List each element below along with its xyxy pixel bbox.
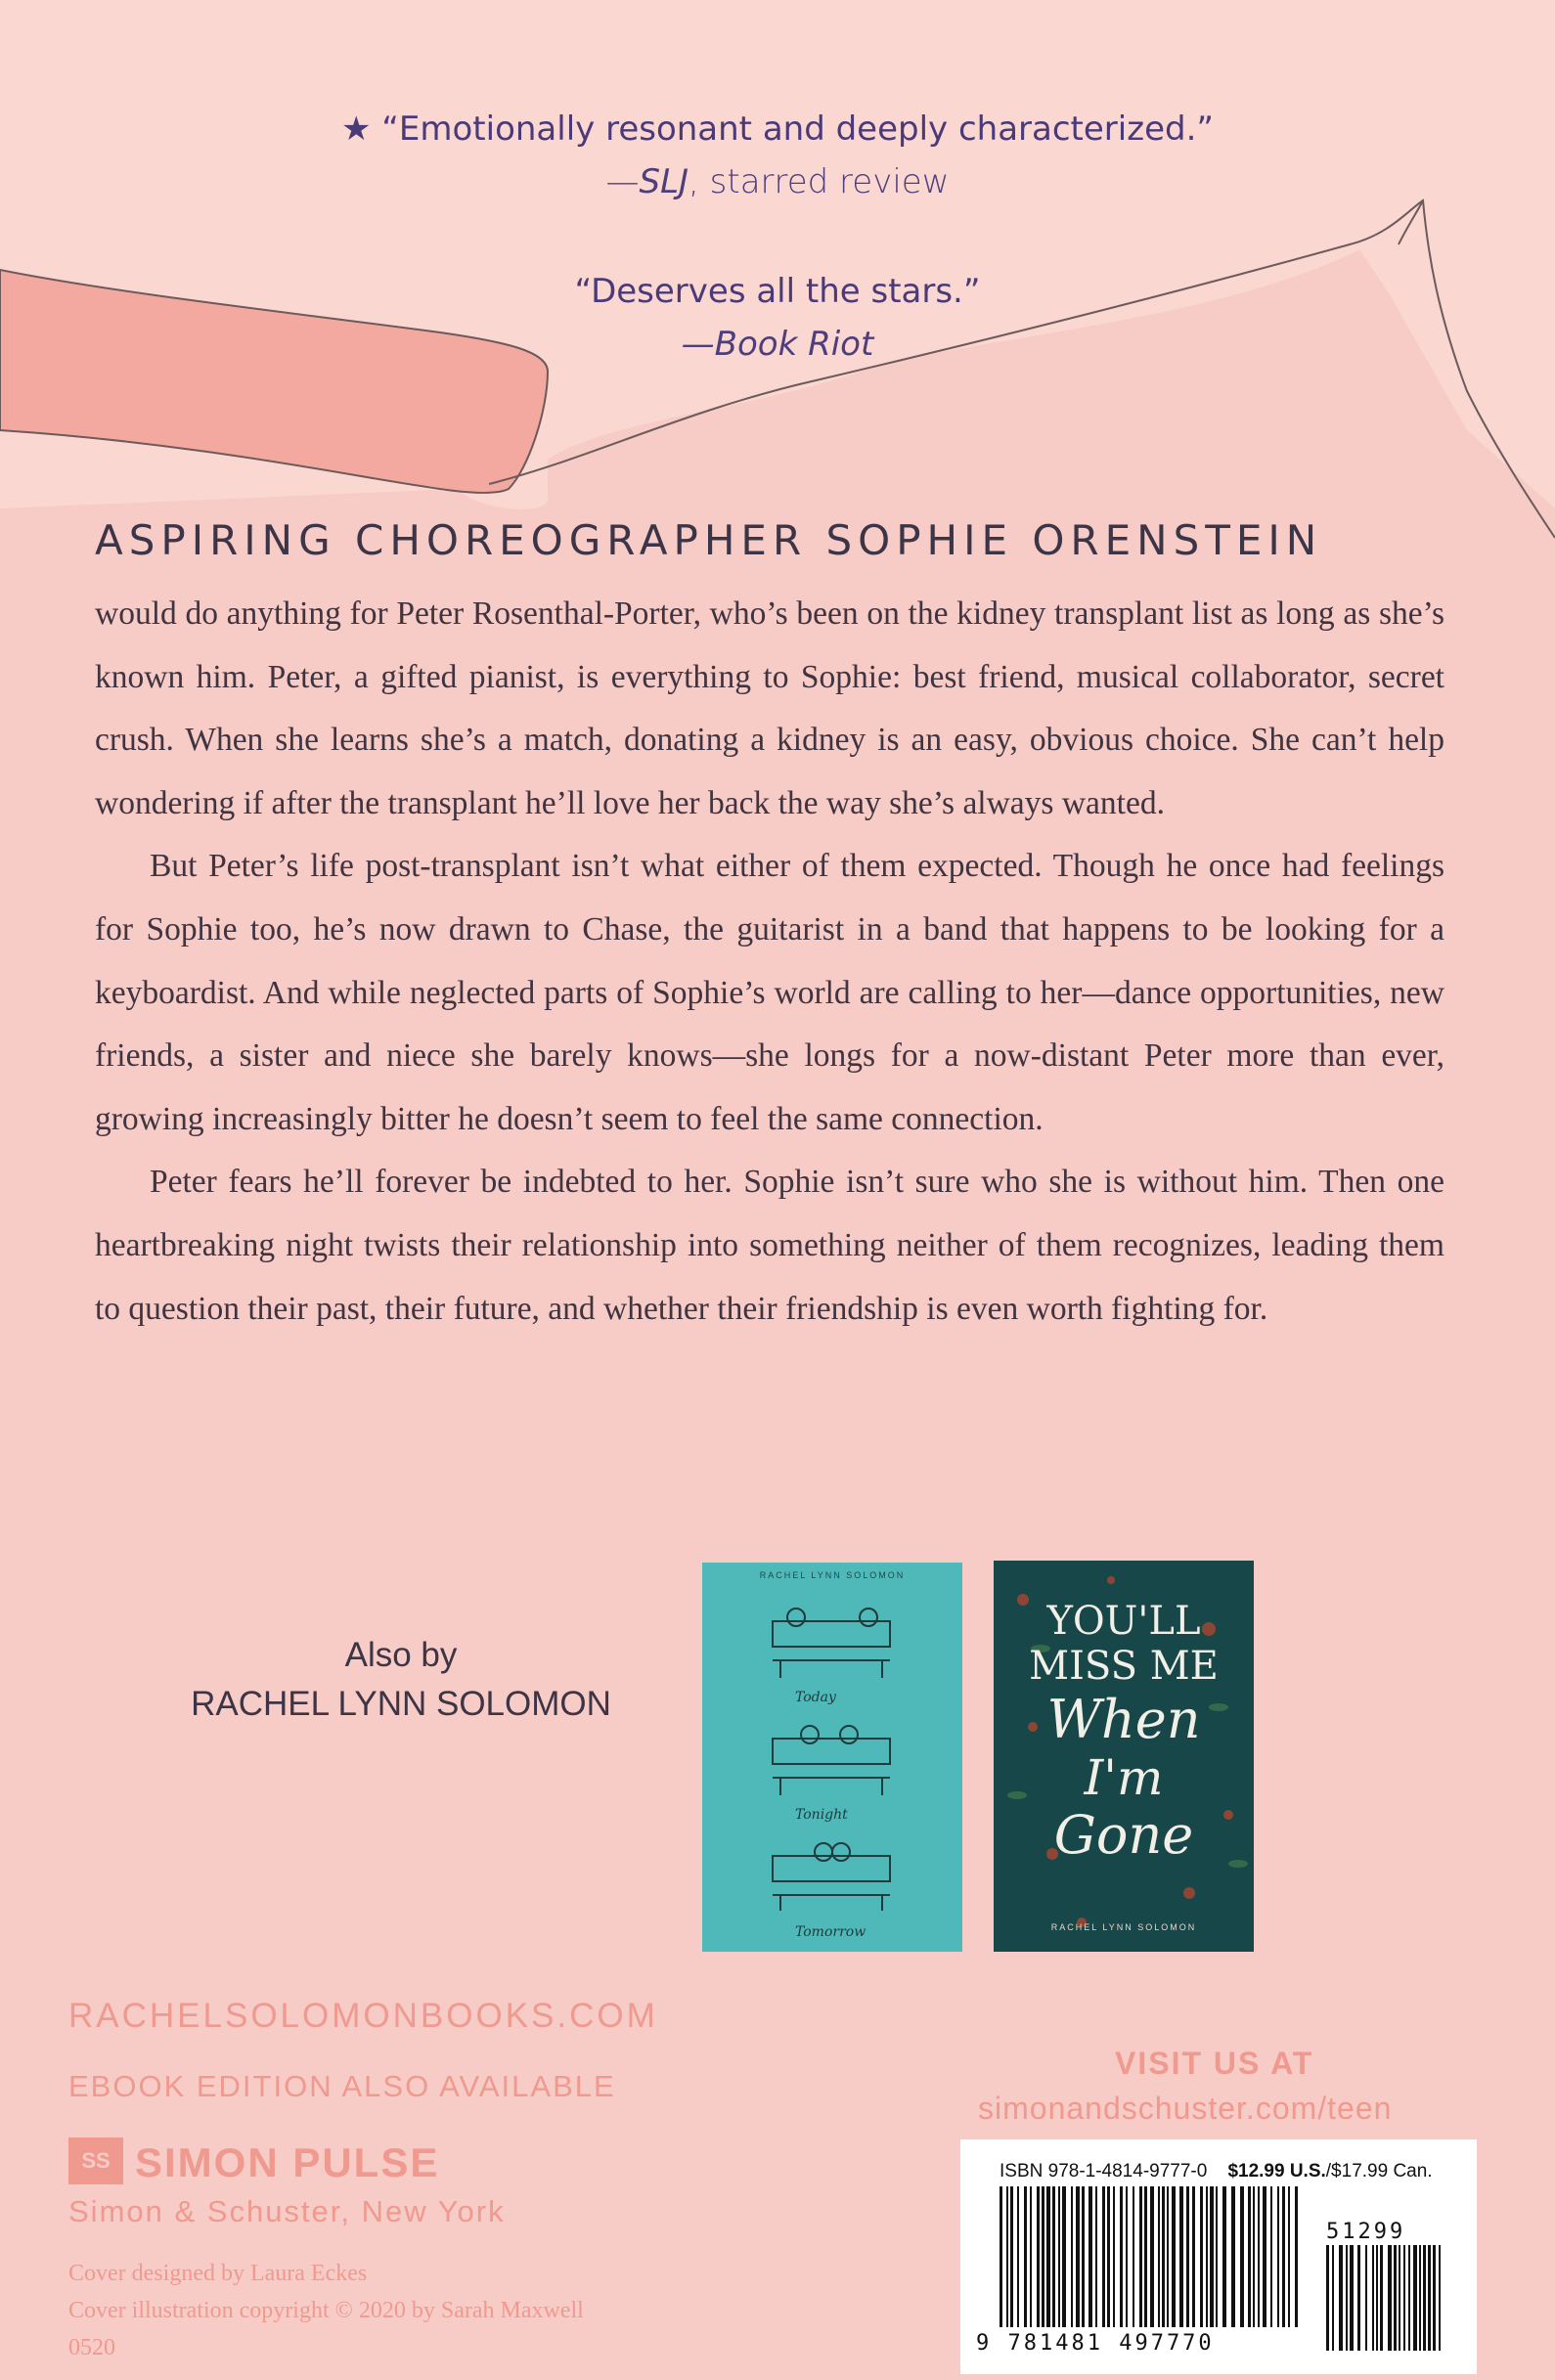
book-title-line: MISS ME <box>1029 1644 1219 1689</box>
star-icon: ★ <box>340 110 372 149</box>
review-quote-1-attribution: —SLJ, starred review <box>605 162 950 201</box>
blurb-paragraph: would do anything for Peter Rosenthal-Porter, who’s been on the kidney transplant list as long as she’s known him. Peter, a gifted pianist, is everything to Sophie: best friend, musical collaborator, secret crush. When she learns she’s a match, donating a kidney is an easy, obvious choice. She can’t help wondering if after the transplant he’ll love her back the way she’s always wanted. <box>95 595 1444 821</box>
author-website: RACHELSOLOMONBOOKS.COM <box>68 1997 658 2035</box>
book-cover-word: Tonight <box>795 1807 848 1823</box>
also-by-block <box>156 1631 645 1729</box>
price-code: 51299 <box>1326 2220 1406 2244</box>
book-title-line: When <box>1046 1689 1201 1750</box>
price-us: $12.99 U.S. <box>1227 2161 1326 2182</box>
publisher-name: SIMON PULSE <box>135 2139 440 2185</box>
blurb-headline: ASPIRING CHOREOGRAPHER SOPHIE ORENSTEIN <box>95 516 1323 564</box>
review-quote-1 <box>0 110 1555 149</box>
simon-pulse-logo-icon: SS <box>68 2138 123 2184</box>
book-cover-youll-miss-me-when-im-gone <box>994 1561 1254 1952</box>
book-title-line: Gone <box>1053 1804 1194 1866</box>
book-cover-word: Tomorrow <box>795 1924 866 1940</box>
ean-digits: 9 781481 497770 <box>976 2331 1215 2356</box>
credit-line: Cover designed by Laura Eckes <box>68 2261 368 2286</box>
review-source-slj: SLJ <box>639 162 689 201</box>
book-cover-word: Today <box>795 1690 836 1705</box>
also-by-label: Also by <box>344 1636 458 1674</box>
book-cover-author: RACHEL LYNN SOLOMON <box>759 1570 906 1580</box>
blurb-body <box>95 583 1444 1341</box>
credit-line: Cover illustration copyright © 2020 by Sarah Maxwell <box>68 2298 584 2323</box>
visit-us-label: VISIT US AT <box>1115 2046 1314 2081</box>
review-quote-2: “Deserves all the stars.” <box>574 272 981 311</box>
book-cover-today-tonight-tomorrow <box>702 1563 962 1952</box>
isbn-number: ISBN 978-1-4814-9777-0 <box>1000 2161 1208 2182</box>
publisher-city: Simon & Schuster, New York <box>68 2194 506 2228</box>
review-quote-1-text: “Emotionally resonant and deeply characterized.” <box>381 110 1214 149</box>
cover-credits <box>68 2255 584 2366</box>
price-can: /$17.99 Can. <box>1325 2161 1433 2182</box>
ebook-note: EBOOK EDITION ALSO AVAILABLE <box>68 2069 616 2103</box>
blurb-paragraph: But Peter’s life post-transplant isn’t what either of them expected. Though he once had feelings for Sophie too, he’s now drawn to Chase, the guitarist in a band that happens to be looking for a keyboardist. And while neglected parts of Sophie’s world are calling to her—dance opportunities, new friends, a sister and niece she barely knows—she longs for a now-distant Peter more than ever, growing increasingly bitter he doesn’t seem to feel the same connection. <box>95 848 1444 1137</box>
book-title-line: YOU'LL <box>1046 1599 1201 1644</box>
review-source-book-riot: Book Riot <box>714 325 874 364</box>
book-cover-title <box>994 1600 1254 1866</box>
book-title-line: I'm <box>1084 1749 1164 1806</box>
book-cover-author: RACHEL LYNN SOLOMON <box>1050 1922 1197 1932</box>
publisher-url: simonandschuster.com/teen <box>978 2091 1393 2126</box>
review-source-suffix: , starred review <box>689 162 950 201</box>
barcode-box <box>960 2139 1477 2374</box>
review-quote-2-attribution: —Book Riot <box>681 325 874 364</box>
blurb-paragraph: Peter fears he’ll forever be indebted to her. Sophie isn’t sure who she is without him. Then one heartbreaking night twists their relationship into something neither of them recognizes, leading them to question their past, their future, and whether their friendship is even worth fighting for. <box>95 1164 1444 1327</box>
credit-line: 0520 <box>68 2335 115 2360</box>
also-by-author: RACHEL LYNN SOLOMON <box>191 1685 611 1723</box>
bench-illustration <box>702 1563 962 1952</box>
